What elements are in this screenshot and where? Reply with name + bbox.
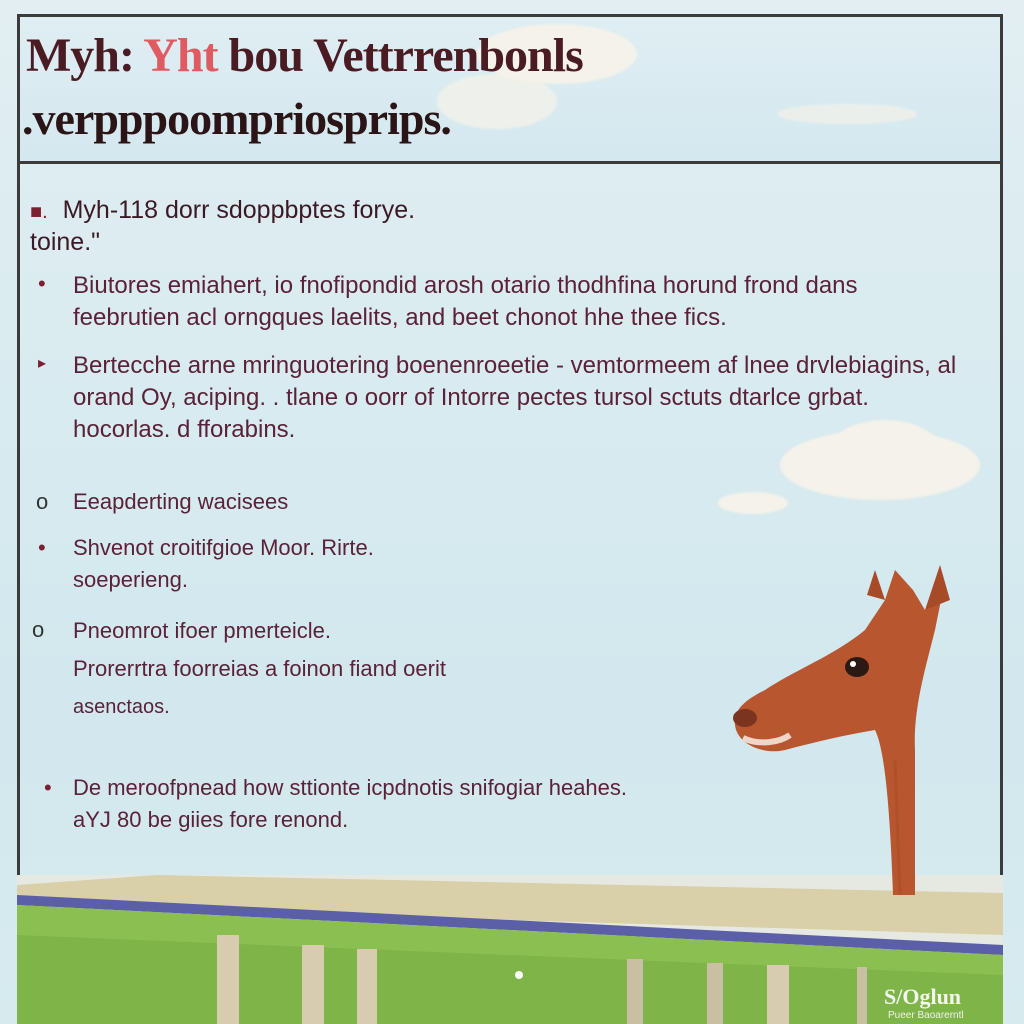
list-item-line: feebrutien acl orngques laelits, and beet chonot hhe thee fics. bbox=[73, 304, 727, 331]
list-item-line: Pneomrot ifoer pmerteicle. bbox=[73, 618, 331, 643]
list-item-line: asenctaos. bbox=[73, 696, 170, 718]
list-item-line: De meroofpnead how sttionte icpdnotis snifogiar heahes. bbox=[73, 775, 628, 800]
list-item-line: Shvenot croitifgioe Moor. Rirte. bbox=[73, 535, 374, 560]
title-part: bou Vettrrenbonls bbox=[217, 29, 583, 82]
title-part: Myh: bbox=[26, 29, 144, 82]
bullet-marker: ▸ bbox=[38, 355, 47, 372]
intro-marker: ■. bbox=[30, 201, 48, 223]
list-item-line: Prorerrtra foorreias a foinon fiand oerit bbox=[73, 656, 446, 681]
list-item-line: hocorlas. d fforabins. bbox=[73, 416, 296, 443]
list-item-line: Biutores emiahert, io fnofipondid arosh otario thodhfina horund frond dans bbox=[73, 272, 858, 299]
bullet-marker: • bbox=[38, 535, 46, 560]
brand-tagline: Pueer Baoarerntl bbox=[888, 1010, 964, 1021]
list-item bbox=[73, 532, 374, 596]
intro-block bbox=[30, 195, 415, 257]
list-item bbox=[73, 350, 956, 446]
list-item-line: aYJ 80 be giies fore renond. bbox=[73, 807, 349, 832]
sky-cloud bbox=[718, 492, 788, 514]
intro-line1: Myh-118 dorr sdoppbptes forye. bbox=[62, 196, 416, 224]
list-item bbox=[73, 612, 446, 726]
bullet-marker: o bbox=[36, 489, 49, 514]
title-accent: Yht bbox=[143, 29, 218, 82]
list-item bbox=[73, 772, 627, 836]
page-subtitle: .verpppoompriosprips. bbox=[22, 93, 451, 144]
landscape-illustration bbox=[17, 875, 1003, 1024]
list-item bbox=[73, 270, 858, 334]
bullet-marker: • bbox=[38, 271, 46, 296]
bullet-marker: o bbox=[32, 617, 45, 642]
list-item-line: orand Oy, aciping. . tlane o oorr of Intorre pectes tursol sctuts dtarlce grbat. bbox=[73, 384, 869, 411]
list-item bbox=[73, 486, 288, 518]
bullet-marker: • bbox=[44, 775, 52, 800]
brand-logo: S/Oglun bbox=[884, 984, 962, 1009]
list-item-line: soeperieng. bbox=[73, 567, 188, 592]
llama-illustration bbox=[725, 560, 1010, 895]
list-item-line: Eeapderting wacisees bbox=[73, 489, 289, 514]
intro-line2: toine." bbox=[30, 228, 101, 256]
list-item-line: Bertecche arne mringuotering boenenroeetie - vemtormeem af lnee drvlebiagins, al bbox=[73, 352, 957, 379]
